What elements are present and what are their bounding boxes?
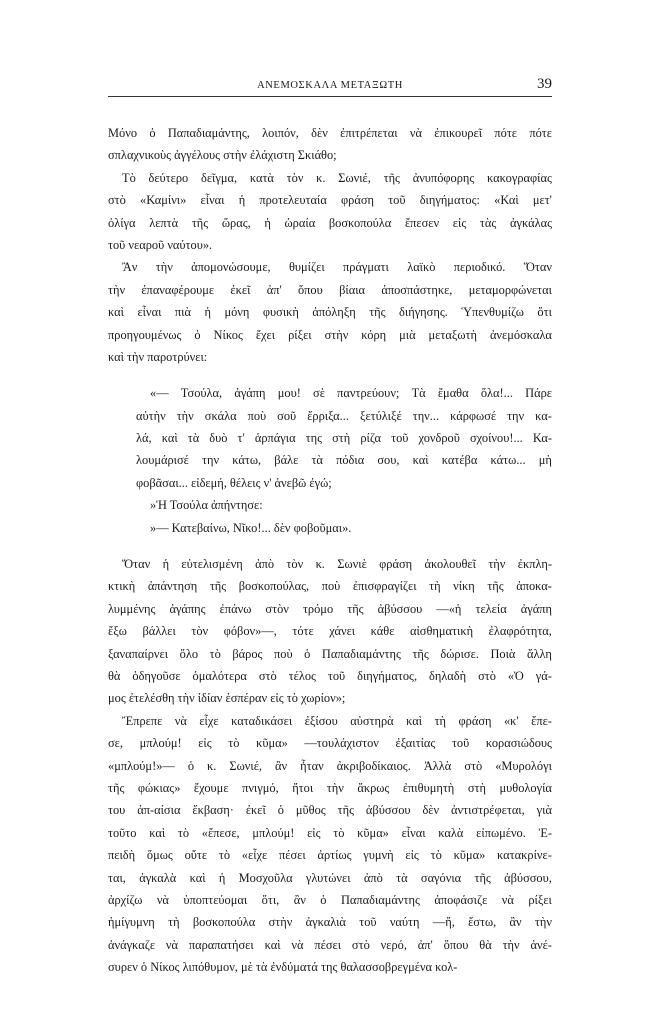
text-line: τῆς φώκιας» ἔχουμε πνιγμό, ἤτοι τὴν ἄκρως ἐπιθυμητὴ στὴ μυθολογία (108, 780, 552, 795)
text-line: ται, ἀγκαλὰ καὶ ἡ Μοσχοῦλα γλυτώνει ἀπὸ τὰ σαγόνια τῆς ἀβύσσου, (108, 870, 552, 885)
text-line: φοβᾶσαι... εἰδεμή, θέλεις ν' ἀνεβῶ ἐγώ; (136, 475, 332, 490)
text-line: ἡμίγυμνη τὴ βοσκοπούλα στὴν ἀγκαλιὰ τοῦ ναύτη —ἤ, ἔστω, ἂν τὴν (108, 915, 552, 930)
text-line: τοῦτο καὶ τὸ «ἔπεσε, μπλούμ! εἰς τὸ κῦμα» εἶναι καλὰ εἰπωμένο. Ἐ- (108, 825, 552, 840)
text-line: ἀρχίζω νὰ ὑποπτεύομαι ὅτι, ἂν ὁ Παπαδιαμάντης ἀποφάσιζε νὰ ρίξει (108, 892, 552, 907)
quote-paragraph (136, 382, 552, 494)
text-line: πειδὴ ὅμως οὔτε τὸ «εἶχε πέσει ἀρτίως γυμνὴ εἰς τὸ κῦμα» κατακρίνε- (108, 848, 552, 863)
text-line: αὐτὴν τὴν σκάλα ποὺ σοῦ ἔρριξα... ξετύλιξέ την... κάρφωσέ την κα- (136, 408, 552, 423)
text-line: Ἔπρεπε νὰ εἶχε καταδικάσει ἐξίσου αὐστηρὰ καὶ τὴ φράση «κ' ἔπε- (122, 713, 552, 728)
text-line: »— Κατεβαίνω, Νῖκο!... δὲν φοβοῦμαι». (150, 520, 352, 535)
text-line: «— Τσούλα, ἀγάπη μου! σὲ παντρεύουν; Τὰ ἔμαθα ὅλα!... Πάρε (150, 386, 552, 401)
block-spacer (108, 368, 552, 382)
paragraph (108, 710, 552, 979)
paragraph (108, 256, 552, 368)
text-line: μος ἐτελέσθη τὴν ἰδίαν ἑσπέραν εἰς τὸ χωρίον»; (108, 691, 346, 706)
running-title: ΑΝΕΜΟΣΚΑΛΑ ΜΕΤΑΞΩΤΗ (257, 80, 403, 91)
text-line: «μπλούμ!»— ὁ κ. Σωνιέ, ἂν ἦταν ἀκριβοδίκαιος. Ἀλλὰ στὸ «Μυρολόγι (108, 758, 552, 773)
text-line: σε, μπλούμ! εἰς τὸ κῦμα» —τουλάχιστον ἐξαιτίας τοῦ κορασιώδους (108, 736, 552, 751)
text-line: Ὅταν ἡ εὐτελισμένη ἀπὸ τὸν κ. Σωνιὲ φράση ἀκολουθεῖ τὴν ἐκπλη- (122, 557, 552, 572)
text-line: ἔξω βάλλει τὸν φόβον»—, τότε χάνει κάθε αἰσθηματικὴ ἐλαφρότητα, (108, 624, 552, 639)
text-line: λυμμένης ἀγάπης ἐπάνω στὸν τρόμο τῆς ἀβύσσου —«ἡ τελεία ἀγάπη (108, 601, 552, 616)
text-line: προηγουμένως ὁ Νίκος ἔχει ρίξει στὴν κόρη μιὰ μεταξωτὴ ἀνεμόσκαλα (108, 327, 552, 342)
text-line: λουμάρισέ την κάτω, βάλε τὰ πόδια σου, καὶ κατέβα κάτω... μὴ (136, 453, 552, 468)
paragraph (108, 122, 552, 167)
paragraph (108, 167, 552, 257)
running-head (108, 76, 552, 96)
page-number: 39 (537, 76, 552, 92)
text-line: συρεν ὁ Νίκος λιπόθυμον, μὲ τὰ ἐνδύματά της θαλασσοβρεγμένα κολ- (108, 960, 458, 975)
text-line: Ἂν τὴν ἀπομονώσουμε, θυμίζει πράγματι λαϊκὸ περιοδικό. Ὅταν (122, 260, 552, 275)
paragraph (108, 553, 552, 710)
text-line: σπλαχνικοὺς ἀγγέλους στὴν ἐλάχιστη Σκιάθο; (108, 148, 337, 163)
text-line: τὴν ἐπαναφέρουμε ἐκεῖ ἀπ' ὅπου βίαια ἀποσπάστηκε, μεταμορφώνεται (108, 282, 552, 297)
text-line: Μόνο ὁ Παπαδιαμάντης, λοιπόν, δὲν ἐπιτρέπεται νὰ ἐπικουρεῖ πότε πότε (108, 126, 552, 140)
text-line: »Ἡ Τσούλα ἀπήντησε: (150, 498, 263, 513)
text-line: του ἀπ-αίσια ἔκβαση· ἐκεῖ ὁ μῦθος τῆς ἀβύσσου δὲν ἀντιστρέφεται, γιὰ (108, 803, 552, 818)
text-line: λά, καὶ τὰ δυὸ τ' ἁρπάγια της στὴ ρίζα τοῦ χονδροῦ σχοίνου!... Κα- (136, 431, 552, 446)
quote-paragraph (136, 517, 552, 539)
text-line: ἀνάγκαζε νὰ παραπατήσει καὶ νὰ πέσει στὸ νερό, ἀπ' ὅπου θὰ τὴν ἀνέ- (108, 937, 552, 952)
body-text (108, 122, 552, 978)
quote-paragraph (136, 494, 552, 516)
text-line: τοῦ νεαροῦ ναύτου». (108, 237, 213, 252)
text-line: στὸ «Καμίνι» εἶναι ἡ προτελευταία φράση τοῦ διηγήματος: «Καὶ μετ' (108, 193, 552, 208)
text-line: καὶ τὴν παροτρύνει: (108, 349, 208, 364)
header-rule (108, 96, 552, 97)
text-line: Τὸ δεύτερο δεῖγμα, κατὰ τὸν κ. Σωνιέ, τῆς ἀνυπόφορης κακογραφίας (122, 170, 552, 185)
block-spacer (108, 539, 552, 553)
text-line: κτικὴ ἀπάντηση τῆς βοσκοπούλας, ποὺ ἐπισφραγίζει τὴ νίκη τῆς ἀποκα- (108, 579, 552, 594)
text-line: καὶ εἶναι πιὰ ἡ μόνη φυσικὴ ἀπόληξη τῆς διήγησης. Ὑπενθυμίζω ὅτι (108, 305, 552, 320)
text-line: ὀλίγα λεπτὰ τῆς ὥρας, ἡ ὡραία βοσκοπούλα ἔπεσεν εἰς τὰς ἀγκάλας (108, 215, 552, 230)
text-line: ξαναπαίρνει ὅλο τὸ βάρος ποὺ ὁ Παπαδιαμάντης τῆς δώρισε. Ποιὰ ἄλλη (108, 646, 552, 661)
text-line: θὰ ὁδηγοῦσε ὁμαλότερα στὸ τέλος τοῦ διηγήματος, δηλαδὴ στὸ «Ὁ γά- (108, 668, 552, 683)
